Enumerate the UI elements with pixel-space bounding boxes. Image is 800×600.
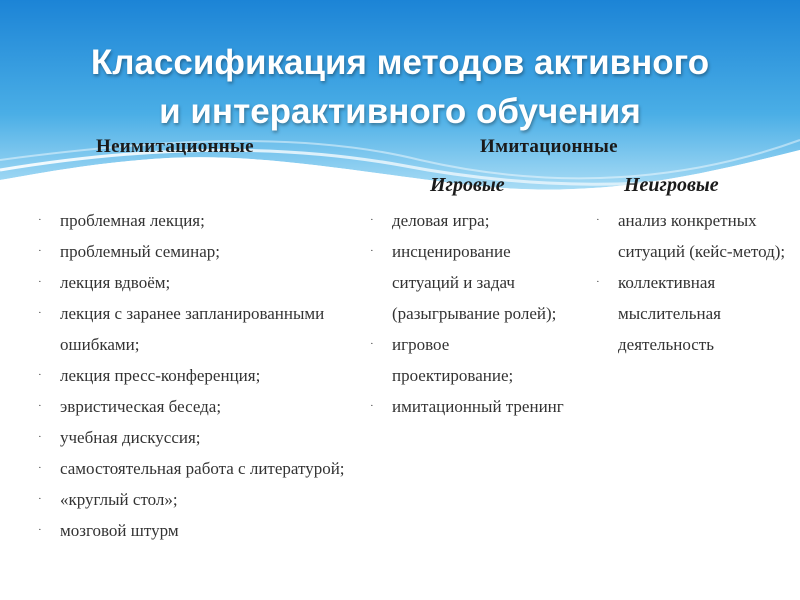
heading-non-game: Неигровые <box>624 174 719 196</box>
dot-bullet-icon: · <box>38 369 42 381</box>
list-item-text: проблемный семинар; <box>60 242 220 261</box>
list-item-text: деловая игра; <box>392 211 490 230</box>
list-item <box>38 391 368 422</box>
list-item <box>370 329 570 391</box>
list-item-text: анализ конкретных ситуаций (кейс-метод); <box>618 211 786 261</box>
list-item <box>370 391 570 422</box>
list-item <box>370 236 570 329</box>
dot-bullet-icon: · <box>38 462 42 474</box>
dot-bullet-icon: · <box>370 245 374 257</box>
list-item <box>38 298 368 360</box>
list-item <box>38 422 368 453</box>
list-item-text: проблемная лекция; <box>60 211 205 230</box>
list-item-text: коллективная мыслительная деятельность <box>618 273 721 354</box>
list-item-text: игровое проектирование; <box>392 335 514 385</box>
list-item <box>38 360 368 391</box>
dot-bullet-icon: · <box>38 214 42 226</box>
list-non-game <box>596 205 786 360</box>
list-item <box>38 236 368 267</box>
list-item <box>38 515 368 546</box>
list-item-text: самостоятельная работа с литературой; <box>60 459 345 478</box>
list-item-text: имитационный тренинг <box>392 397 564 416</box>
dot-bullet-icon: · <box>596 214 600 226</box>
heading-game: Игровые <box>430 174 505 196</box>
list-non-imitation <box>38 205 368 546</box>
list-game <box>370 205 570 422</box>
page-title <box>0 38 800 136</box>
heading-imitation: Имитационные <box>480 136 618 157</box>
dot-bullet-icon: · <box>38 524 42 536</box>
dot-bullet-icon: · <box>38 245 42 257</box>
dot-bullet-icon: · <box>38 400 42 412</box>
title-line-1: Классификация методов активного <box>90 43 710 82</box>
list-item-text: эвристическая беседа; <box>60 397 222 416</box>
list-item <box>38 484 368 515</box>
dot-bullet-icon: · <box>370 400 374 412</box>
list-item-text: лекция пресс-конференция; <box>60 366 261 385</box>
list-item-text: «круглый стол»; <box>60 490 178 509</box>
list-item <box>370 205 570 236</box>
list-item-text: мозговой штурм <box>60 521 179 540</box>
list-item <box>38 267 368 298</box>
list-item <box>38 453 368 484</box>
dot-bullet-icon: · <box>596 276 600 288</box>
list-item-text: учебная дискуссия; <box>60 428 201 447</box>
list-item-text: лекция вдвоём; <box>60 273 171 292</box>
dot-bullet-icon: · <box>38 307 42 319</box>
title-line-2: и интерактивного обучения <box>159 92 641 131</box>
dot-bullet-icon: · <box>370 338 374 350</box>
heading-non-imitation: Неимитационные <box>96 136 254 157</box>
list-item-text: лекция с заранее запланированными ошибками; <box>60 304 325 354</box>
list-item <box>596 267 786 360</box>
dot-bullet-icon: · <box>370 214 374 226</box>
list-item <box>38 205 368 236</box>
dot-bullet-icon: · <box>38 276 42 288</box>
dot-bullet-icon: · <box>38 431 42 443</box>
list-item-text: инсценирование ситуаций и задач (разыгрывание ролей); <box>392 242 557 323</box>
dot-bullet-icon: · <box>38 493 42 505</box>
list-item <box>596 205 786 267</box>
